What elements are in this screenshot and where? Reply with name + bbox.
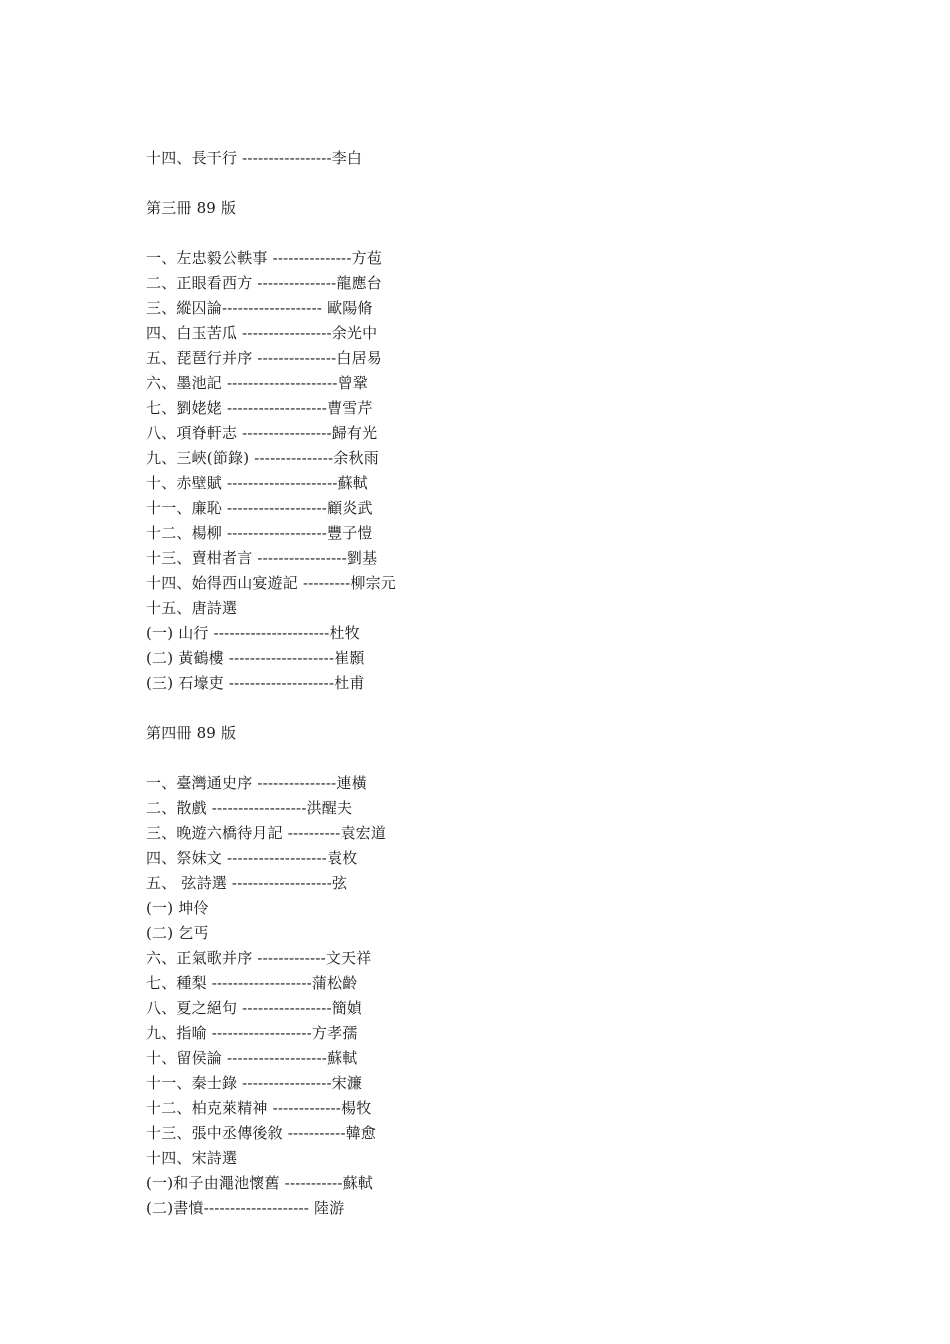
toc-entry: 十、赤壁賦 ---------------------蘇軾 bbox=[146, 474, 369, 492]
toc-entry: (二) 黃鶴樓 --------------------崔顥 bbox=[146, 649, 365, 667]
toc-entry: 十二、楊柳 -------------------豐子愷 bbox=[146, 524, 373, 542]
volume-4-list bbox=[146, 771, 466, 1221]
toc-entry: 十三、張中丞傳後敘 -----------韓愈 bbox=[146, 1124, 377, 1142]
toc-entry: 二、正眼看西方 ---------------龍應台 bbox=[146, 274, 382, 292]
toc-entry: 三、縱囚論------------------- 歐陽脩 bbox=[146, 299, 373, 317]
toc-entry: 十三、賣柑者言 -----------------劉基 bbox=[146, 549, 378, 567]
volume-4-title: 第四冊 89 版 bbox=[146, 724, 237, 742]
toc-entry: (二)書憤-------------------- 陸游 bbox=[146, 1199, 345, 1217]
toc-entry: 四、祭妹文 -------------------袁枚 bbox=[146, 849, 358, 867]
document-body bbox=[146, 146, 466, 1221]
toc-entry: 十一、廉恥 -------------------顧炎武 bbox=[146, 499, 373, 517]
toc-entry: 二、散戲 ------------------洪醒夫 bbox=[146, 799, 353, 817]
toc-entry: 十五、唐詩選 bbox=[146, 599, 238, 617]
toc-entry: 三、晚遊六橋待月記 ----------袁宏道 bbox=[146, 824, 387, 842]
toc-entry: 九、三峽(節錄) ---------------余秋雨 bbox=[146, 449, 379, 467]
toc-entry: (二) 乞丐 bbox=[146, 924, 209, 942]
toc-entry: 十二、柏克萊精神 -------------楊牧 bbox=[146, 1099, 372, 1117]
toc-entry: 六、墨池記 ---------------------曾鞏 bbox=[146, 374, 369, 392]
toc-entry: (三) 石壕吏 --------------------杜甫 bbox=[146, 674, 365, 692]
toc-entry: 十四、宋詩選 bbox=[146, 1149, 238, 1167]
toc-entry: (一)和子由澠池懷舊 -----------蘇軾 bbox=[146, 1174, 374, 1192]
spacer bbox=[146, 746, 466, 771]
toc-entry: 十四、始得西山宴遊記 ---------柳宗元 bbox=[146, 574, 396, 592]
toc-entry: (一) 坤伶 bbox=[146, 899, 209, 917]
spacer bbox=[146, 171, 466, 196]
toc-entry: 一、臺灣通史序 ---------------連橫 bbox=[146, 774, 367, 792]
toc-entry: 八、夏之絕句 -----------------簡媜 bbox=[146, 999, 363, 1017]
volume-3-title: 第三冊 89 版 bbox=[146, 199, 237, 217]
toc-entry: 十、留侯論 -------------------蘇軾 bbox=[146, 1049, 358, 1067]
spacer bbox=[146, 696, 466, 721]
toc-entry: 九、指喻 -------------------方孝孺 bbox=[146, 1024, 358, 1042]
toc-entry: (一) 山行 ----------------------杜牧 bbox=[146, 624, 360, 642]
toc-entry: 八、項脊軒志 -----------------歸有光 bbox=[146, 424, 378, 442]
volume-3-list bbox=[146, 246, 466, 696]
spacer bbox=[146, 221, 466, 246]
toc-entry: 五、琵琶行并序 ---------------白居易 bbox=[146, 349, 382, 367]
toc-entry: 七、劉姥姥 -------------------曹雪芹 bbox=[146, 399, 373, 417]
toc-entry: 十四、長干行 -----------------李白 bbox=[146, 149, 363, 167]
toc-entry: 七、種梨 -------------------蒲松齡 bbox=[146, 974, 358, 992]
toc-entry: 五、 弦詩選 -------------------弦 bbox=[146, 874, 348, 892]
toc-entry: 十一、秦士錄 -----------------宋濂 bbox=[146, 1074, 363, 1092]
toc-entry: 一、左忠毅公軼事 ---------------方苞 bbox=[146, 249, 382, 267]
toc-entry: 六、正氣歌并序 -------------文天祥 bbox=[146, 949, 372, 967]
toc-entry: 四、白玉苦瓜 -----------------余光中 bbox=[146, 324, 378, 342]
